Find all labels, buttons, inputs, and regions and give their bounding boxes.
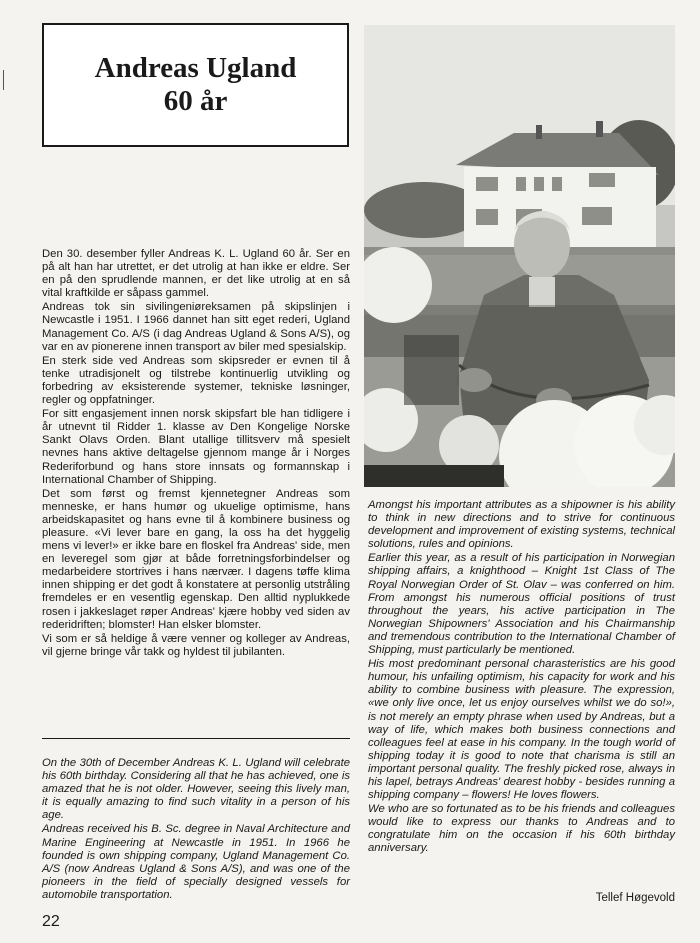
en-paragraph-4: Earlier this year, as a result of his participation in Norwegian shipping affairs, a knighthood – Knight 1st Class of The Royal Norwegian Order of St. Olav – was conferred on him. From amongst his numerous official positions of trust throughout the years, his active participation in The Norwegian Shipowners' Association and his Chairmanship and tremendous contribution to the International Chamber of Shipping, must particularly be mentioned. [368,552,675,657]
en-paragraph-1: On the 30th of December Andreas K. L. Ugland will celebrate his 60th birthday. Considering all that he has achieved, one is amazed that he is not older. However, seeing this lively man, it is equally amazing to find such vitality in a person of his age. [42,757,350,822]
english-text-column-right [368,499,675,857]
no-paragraph-4: For sitt engasjement innen norsk skipsfart ble han tidligere i år utnevnt til Ridder 1. klasse av Den Kongelige Norske Sankt Olavs Orden. Blant utallige tillitsverv må spesielt nevnes hans aktive deltagelse gjennom mange år i Norges Rederiforbund og hans store innsats og formannskap i International Chamber of Shipping. [42,408,350,486]
margin-mark [3,70,4,90]
title-age: 60 år [163,85,228,117]
en-paragraph-6: We who are so fortunated as to be his friends and colleagues would like to express our thanks to Andreas and to congratulate him on the occasion if his 60th birthday anniversary. [368,803,675,855]
photo-man-with-hydrangeas-before-house-icon [364,25,675,487]
no-paragraph-1: Den 30. desember fyller Andreas K. L. Ugland 60 år. Ser en på alt han har utrettet, er det utrolig at han ikke er eldre. Ser en på den sprudlende mannen, er det like utrolig at en så vital kraftkilde er såpass gammel. [42,248,350,300]
author-signature: Tellef Høgevold [595,892,675,904]
en-paragraph-5: His most predominant personal charasteristics are his good humour, his unfailing optimism, his capacity for work and his ability to combine business with pleasure. The expression, «we only live once, let us enjoy ourselves whilst we do so!», is not merely an empty phrase when used by Andreas, but a way of life, which makes both business connections and colleagues feel at ease in his company. In the tough world of shipping today it is good to note that charisma is still an important personal quality. The freshly picked rose, always in his lapel, betrays Andreas' dearest hobby - besides running a shipping company – flowers! He loves flowers. [368,658,675,802]
no-paragraph-6: Vi som er så heldige å være venner og kolleger av Andreas, vil gjerne bringe vår takk og hyldest til jubilanten. [42,632,350,658]
en-paragraph-2: Andreas received his B. Sc. degree in Naval Architecture and Marine Engineering at Newcastle in 1951. In 1966 he founded is own shipping company, Ugland Management Co. A/S (now Andreas Ugland & Sons A/S), and was one of the pioneers in the field of specially designed vessels for automobile transportation. [42,823,350,901]
no-paragraph-3: En sterk side ved Andreas som skipsreder er evnen til å tenke utradisjonelt og tilstrebe kontinuerlig utvikling og forbedring av eksisterende systemer, tekniske løsninger, regler og oppfatninger. [42,354,350,407]
english-text-column-left [42,757,350,903]
article-title-box [42,23,349,147]
section-divider [42,738,350,739]
no-paragraph-2: Andreas tok sin sivilingeniøreksamen på skipslinjen i Newcastle i 1951. I 1966 dannet han sitt eget rederi, Ugland Management Co. A/S (i dag Andreas Ugland & Sons A/S), og var en av pionerene innen transport av biler med spesialskip. [42,301,350,353]
norwegian-text-column [42,248,350,660]
page-number: 22 [42,913,60,930]
no-paragraph-5: Det som først og fremst kjennetegner Andreas som menneske, er hans humør og ukuelige optimisme, hans arbeidskapasitet og hans evne til å kombinere business og pleasure. «Vi lever bare en gang, la oss ha det hyggelig mens vi lever!» er ikke bare en floskel fra Andreas' side, men en leveregel som gjør at både forretningsforbindelser og medarbeidere stortrives i hans nærvær. I dagens tøffe klima innen shipping er det godt å konstatere at personlig utstråling fremdeles er en vesentlig egenskap. Den alltid nyplukkede rosen i jakkeslaget røper Andreas' kjære hobby ved siden av rederidriften; blomster! Han elsker blomster. [42,487,350,631]
portrait-photo [364,25,675,487]
en-paragraph-3: Amongst his important attributes as a shipowner is his ability to think in new directions and to strive for continuous development and improvement of existing systems, technical solutions, rules and opinions. [368,499,675,551]
title-name: Andreas Ugland [94,52,297,84]
